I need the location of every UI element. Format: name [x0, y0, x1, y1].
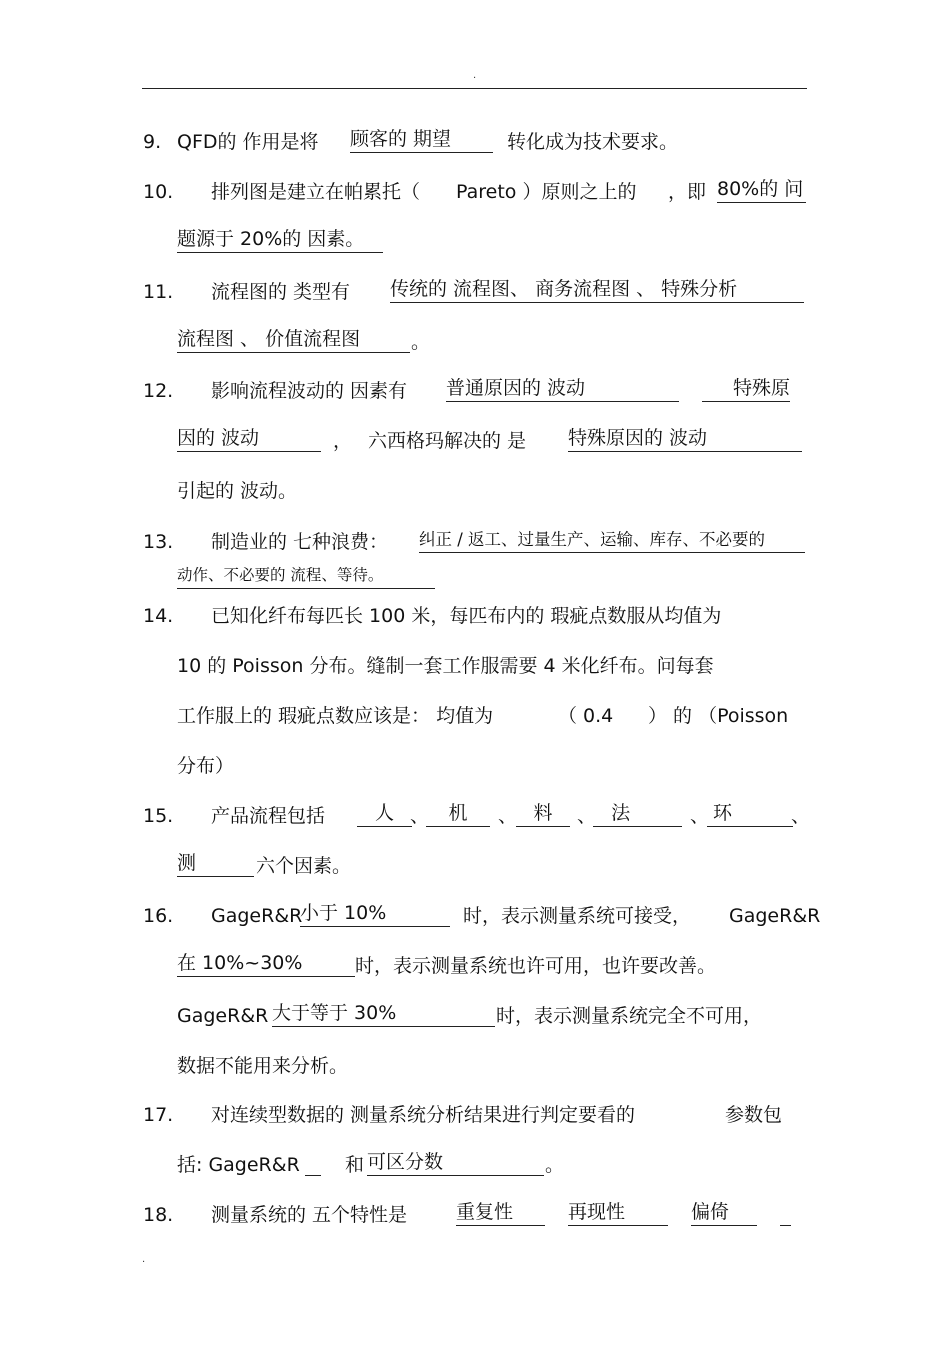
answer-blank: 可区分数: [367, 1150, 544, 1176]
question-number: 18.: [143, 1204, 174, 1226]
question-text: 时，表示测量系统完全不可用，: [496, 1005, 763, 1027]
question-number: 12.: [143, 380, 174, 402]
answer-blank: [305, 1150, 321, 1176]
question-17-cont: [0, 1150, 950, 1180]
separator: 、: [410, 805, 430, 827]
header-mark: ·: [473, 73, 477, 84]
question-10: [0, 177, 950, 207]
question-text: ，: [333, 430, 353, 452]
question-number: 11.: [143, 281, 174, 303]
question-text: 产品流程包括: [211, 805, 326, 827]
question-text: 制造业的 七种浪费：: [211, 531, 389, 553]
answer-blank: [780, 1200, 791, 1226]
question-15: [0, 801, 950, 831]
question-11: [0, 277, 950, 307]
separator: 、: [690, 805, 710, 827]
question-13-answer: [0, 527, 950, 557]
answer-blank: 小于 10%: [300, 901, 450, 927]
answer-blank: 普通原因的 波动: [446, 376, 679, 402]
answer-blank: 纠正 / 返工、过量生产、运输、库存、不必要的: [419, 527, 805, 553]
answer-blank: 特殊原因的 波动: [568, 426, 802, 452]
question-text: 对连续型数据的 测量系统分析结果进行判定要看的: [211, 1104, 636, 1126]
answer-blank: 传统的 流程图、 商务流程图 、 特殊分析: [390, 277, 804, 303]
question-number: 16.: [143, 905, 174, 927]
question-15-cont: [0, 851, 950, 881]
question-text: 六个因素。: [256, 855, 352, 877]
question-text: 转化成为技术要求。: [507, 131, 679, 153]
question-14: [0, 601, 950, 631]
question-18: [0, 1200, 950, 1230]
question-number: 15.: [143, 805, 174, 827]
question-text: 数据不能用来分析。: [177, 1055, 349, 1077]
question-text: 分布）: [177, 755, 235, 777]
question-text: Pareto ）原则之上的: [456, 181, 637, 203]
question-text: QFD的 作用是将: [177, 131, 319, 153]
question-16-cont: [0, 951, 950, 981]
answer-blank: 偏倚: [691, 1200, 757, 1226]
answer-blank: 因的 波动: [177, 426, 321, 452]
separator: 、: [498, 805, 518, 827]
question-text: 排列图是建立在帕累托（: [211, 181, 421, 203]
question-16-cont3: [0, 1051, 950, 1081]
question-text: 已知化纤布每匹长 100 米，每匹布内的 瑕疵点数服从均值为: [211, 605, 722, 627]
answer-blank: 机: [426, 801, 490, 827]
answer-blank: 题源于 20%的 因素。: [177, 227, 383, 253]
separator: 、: [791, 805, 811, 827]
question-17: [0, 1100, 950, 1130]
footer-mark: ·: [142, 1257, 146, 1268]
question-text: 10 的 Poisson 分布。缝制一套工作服需要 4 米化纤布。问每套: [177, 655, 714, 677]
answer-blank: 特殊原: [702, 376, 790, 402]
answer-blank: 料: [516, 801, 570, 827]
question-text: 影响流程波动的 因素有: [211, 380, 408, 402]
answer-blank: [593, 801, 682, 827]
question-number: 10.: [143, 181, 174, 203]
answer-text: 法: [611, 802, 631, 824]
question-text: 工作服上的 瑕疵点数应该是： 均值为: [177, 705, 494, 727]
question-12-cont2: [0, 476, 950, 506]
question-9: [0, 127, 950, 157]
answer-blank: 在 10%~30%: [177, 951, 355, 977]
question-number: 14.: [143, 605, 174, 627]
answer-blank: 动作、不必要的 流程、等待。: [177, 563, 435, 589]
answer-blank: 人: [357, 801, 412, 827]
question-16: [0, 901, 950, 931]
question-text: GageR&R: [177, 1005, 269, 1027]
answer-blank: 80%的 问: [717, 177, 806, 203]
question-14-cont3: [0, 751, 950, 781]
question-text: GageR&R: [729, 905, 821, 927]
separator: 、: [577, 805, 597, 827]
question-14-cont: [0, 651, 950, 681]
answer-blank: 流程图 、 价值流程图: [177, 327, 410, 353]
question-text: 。: [411, 331, 431, 353]
question-text: 六西格玛解决的 是: [368, 430, 527, 452]
question-number: 13.: [143, 531, 174, 553]
question-number: 17.: [143, 1104, 174, 1126]
question-text: 流程图的 类型有: [211, 281, 351, 303]
question-text: 时，表示测量系统也许可用，也许要改善。: [355, 955, 717, 977]
question-text: 测量系统的 五个特性是: [211, 1204, 408, 1226]
question-text: 参数包: [725, 1104, 783, 1126]
question-text: 。: [545, 1154, 565, 1176]
question-10-cont: [0, 227, 950, 257]
question-text: ） 的 （Poisson: [648, 705, 789, 727]
question-text: ，即: [668, 181, 707, 203]
question-16-cont2: [0, 1001, 950, 1031]
question-text: 和: [345, 1154, 365, 1176]
answer-blank: 顾客的 期望: [350, 127, 493, 153]
question-text: 时，表示测量系统可接受，: [463, 905, 692, 927]
answer-text: 环: [713, 802, 733, 824]
question-text: 引起的 波动。: [177, 480, 298, 502]
question-13-cont: [0, 563, 950, 593]
answer-blank: 大于等于 30%: [272, 1001, 495, 1027]
header-rule: [142, 88, 807, 89]
answer-blank: 测: [177, 851, 254, 877]
question-text: 括: GageR&R: [177, 1154, 300, 1176]
answer-blank: 再现性: [568, 1200, 668, 1226]
question-answer: （ 0.4: [558, 705, 614, 727]
answer-blank: 重复性: [456, 1200, 545, 1226]
question-11-cont: [0, 327, 950, 357]
answer-blank: [707, 801, 793, 827]
question-number: 9.: [143, 131, 162, 153]
question-12: [0, 376, 950, 406]
question-text: GageR&R: [211, 905, 303, 927]
question-14-cont2: [0, 701, 950, 731]
question-12-cont: [0, 426, 950, 456]
